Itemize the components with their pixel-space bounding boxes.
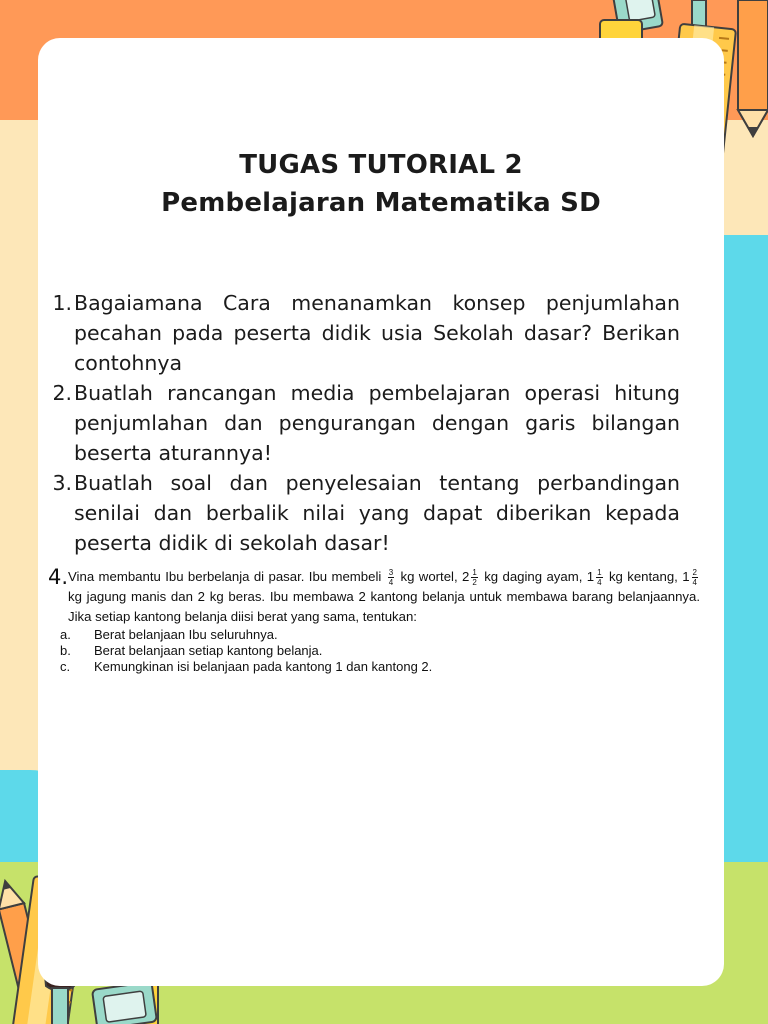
- question-text: Buatlah soal dan penyelesaian tentang perbandingan senilai dan berbalik nilai yang dapat diberikan kepada peserta didik di sekolah dasar!: [74, 471, 680, 555]
- question-4-text: [68, 564, 700, 627]
- fraction-two-and-half: $\frac{1}{2}$: [472, 568, 477, 588]
- subitem-letter: b.: [60, 643, 71, 659]
- question-4-part5: kg jagung manis dan 2 kg beras. Ibu membawa 2 kantong belanja untuk membawa barang belanjaannya. Jika setiap kantong belanja diisi berat yang sama, tentukan:: [68, 589, 700, 625]
- question-number: 3.: [52, 471, 72, 495]
- fraction-whole: 1: [682, 569, 690, 584]
- assignment-card: [38, 38, 724, 986]
- question-4-part4: kg kentang,: [608, 569, 678, 584]
- question-text: Buatlah rancangan media pembelajaran operasi hitung penjumlahan dan pengurangan dengan garis bilangan beserta aturannya!: [74, 381, 680, 465]
- subitem-letter: c.: [60, 659, 71, 675]
- list-item: [60, 627, 700, 643]
- eraser-icon: [92, 982, 157, 1024]
- question-number: 1.: [52, 291, 72, 315]
- fraction-one-and-two-quarters: $\frac{2}{4}$: [692, 568, 697, 588]
- question-4-part1: Vina membantu Ibu berbelanja di pasar. Ibu membeli: [68, 569, 382, 584]
- fraction-three-quarters: $\frac{3}{4}$: [388, 568, 394, 588]
- question-number: 4.: [48, 565, 69, 589]
- question-item: [48, 468, 680, 558]
- question-text: Bagaiamana Cara menanamkan konsep penjumlahan pecahan pada peserta didik usia Sekolah dasar? Berikan contohnya: [74, 291, 680, 375]
- list-item: [60, 643, 700, 659]
- question-4-part3: kg daging ayam,: [484, 569, 583, 584]
- title-line-2: Pembelajaran Matematika SD: [161, 188, 601, 218]
- question-number: 2.: [52, 381, 72, 405]
- fraction-whole: 2: [462, 569, 470, 584]
- subitem-text: Kemungkinan isi belanjaan pada kantong 1 dan kantong 2.: [94, 659, 433, 675]
- question-4-part2: kg wortel,: [400, 569, 458, 584]
- question-item: [48, 378, 680, 468]
- subitem-text: Berat belanjaan setiap kantong belanja.: [94, 643, 323, 659]
- title-line-1: TUGAS TUTORIAL 2: [239, 150, 523, 180]
- question-4-subitems: [48, 627, 700, 675]
- question-list: [48, 288, 680, 558]
- question-item: [48, 288, 680, 378]
- pencil-icon: [738, 0, 768, 136]
- page-title: [38, 146, 724, 222]
- subitem-text: Berat belanjaan Ibu seluruhnya.: [94, 627, 278, 643]
- subitem-letter: a.: [60, 627, 71, 643]
- list-item: [60, 659, 700, 675]
- fraction-one-and-quarter: $\frac{1}{4}$: [597, 568, 602, 588]
- fraction-whole: 1: [586, 569, 595, 584]
- question-4-block: [48, 564, 700, 675]
